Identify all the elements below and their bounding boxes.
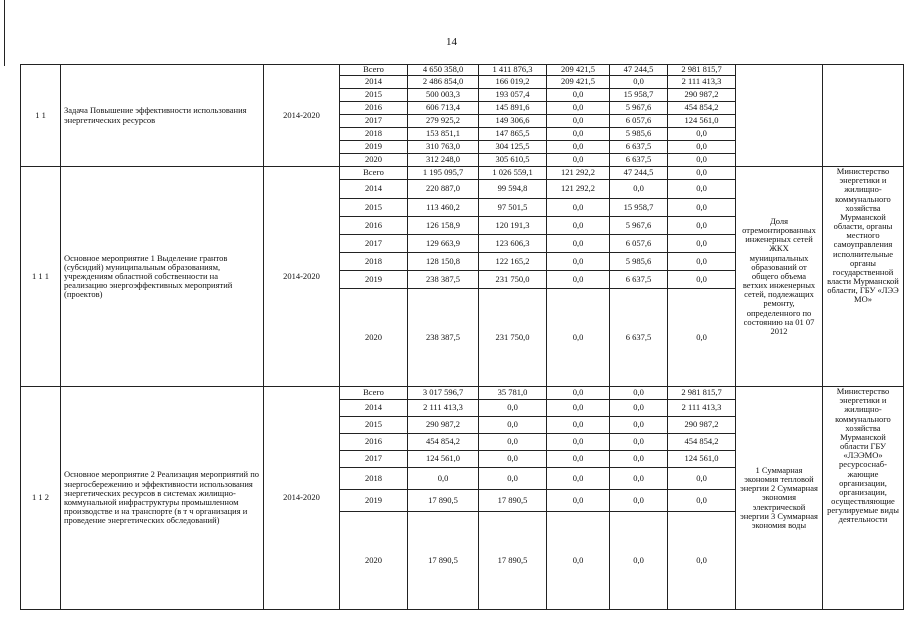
value-cell-c1: 2 111 413,3 [408,400,479,417]
value-cell-c5: 290 987,2 [668,89,736,102]
value-cell-c5: 0,0 [668,199,736,217]
year-cell: 2020 [340,289,408,387]
value-cell-c5: 0,0 [668,289,736,387]
year-cell: Всего [340,387,408,400]
year-cell: 2015 [340,89,408,102]
value-cell-c4: 0,0 [610,387,668,400]
value-cell-c3: 0,0 [547,253,610,271]
value-cell-c2: 193 057,4 [479,89,547,102]
value-cell-c5: 0,0 [668,490,736,512]
value-cell-c1: 454 854,2 [408,434,479,451]
section-period: 2014-2020 [264,65,340,167]
value-cell-c1: 0,0 [408,468,479,490]
value-cell-c4: 6 057,6 [610,115,668,128]
section-period: 2014-2020 [264,167,340,387]
year-cell: 2020 [340,154,408,167]
value-cell-c4: 0,0 [610,468,668,490]
page-number: 14 [446,36,457,48]
value-cell-c5: 0,0 [668,235,736,253]
value-cell-c1: 279 925,2 [408,115,479,128]
value-cell-c5: 0,0 [668,167,736,180]
section-indicator [736,65,823,167]
value-cell-c1: 3 017 596,7 [408,387,479,400]
value-cell-c4: 0,0 [610,417,668,434]
year-cell: 2018 [340,468,408,490]
value-cell-c3: 0,0 [547,451,610,468]
year-cell: 2020 [340,512,408,610]
value-cell-c2: 0,0 [479,400,547,417]
value-cell-c1: 126 158,9 [408,217,479,235]
value-cell-c2: 123 606,3 [479,235,547,253]
year-cell: 2016 [340,102,408,115]
year-cell: 2016 [340,217,408,235]
value-cell-c4: 6 637,5 [610,289,668,387]
value-cell-c1: 312 248,0 [408,154,479,167]
value-cell-c1: 17 890,5 [408,490,479,512]
value-cell-c5: 454 854,2 [668,102,736,115]
value-cell-c3: 121 292,2 [547,180,610,199]
section-indicator: Доля отремонтированных инженерных сетей ЖКХ муниципальных образований от общего объема ветхих инженерных сетей, подлежащих ремонту, определенного по состоянию на 01 07 2012 [736,167,823,387]
value-cell-c4: 5 967,6 [610,102,668,115]
value-cell-c4: 0,0 [610,490,668,512]
value-cell-c3: 0,0 [547,271,610,289]
value-cell-c3: 0,0 [547,141,610,154]
section-code: 1 1 2 [21,387,61,610]
value-cell-c5: 0,0 [668,141,736,154]
value-cell-c3: 0,0 [547,512,610,610]
value-cell-c4: 15 958,7 [610,89,668,102]
value-cell-c5: 124 561,0 [668,451,736,468]
value-cell-c3: 0,0 [547,387,610,400]
year-cell: 2019 [340,141,408,154]
value-cell-c5: 0,0 [668,128,736,141]
year-cell: 2019 [340,271,408,289]
year-cell: 2014 [340,76,408,89]
table-row [21,65,905,76]
value-cell-c2: 99 594,8 [479,180,547,199]
value-cell-c2: 145 891,6 [479,102,547,115]
value-cell-c4: 15 958,7 [610,199,668,217]
value-cell-c2: 1 026 559,1 [479,167,547,180]
value-cell-c1: 17 890,5 [408,512,479,610]
value-cell-c1: 2 486 854,0 [408,76,479,89]
value-cell-c1: 153 851,1 [408,128,479,141]
value-cell-c3: 0,0 [547,417,610,434]
value-cell-c1: 238 387,5 [408,271,479,289]
value-cell-c2: 305 610,5 [479,154,547,167]
value-cell-c5: 2 111 413,3 [668,400,736,417]
section-indicator: 1 Суммарная экономия тепловой энергии 2 Суммарная экономия электрической энергии 3 Суммарная экономия воды [736,387,823,610]
value-cell-c4: 0,0 [610,76,668,89]
value-cell-c2: 0,0 [479,468,547,490]
value-cell-c5: 124 561,0 [668,115,736,128]
year-cell: Всего [340,167,408,180]
table-row [21,167,905,180]
value-cell-c5: 454 854,2 [668,434,736,451]
value-cell-c2: 120 191,3 [479,217,547,235]
value-cell-c4: 0,0 [610,451,668,468]
section-executor: Министерство энергетики и жилищно-коммунального хозяйства Мурманской области ГБУ «ЛЭЭМО» ресурсоснаб-жающие организации, организации, осуществляющие регулируемые виды деятельности [823,387,904,610]
value-cell-c4: 5 985,6 [610,253,668,271]
value-cell-c2: 231 750,0 [479,271,547,289]
value-cell-c1: 290 987,2 [408,417,479,434]
value-cell-c3: 0,0 [547,154,610,167]
value-cell-c3: 0,0 [547,199,610,217]
value-cell-c1: 129 663,9 [408,235,479,253]
value-cell-c4: 6 057,6 [610,235,668,253]
value-cell-c4: 0,0 [610,512,668,610]
year-cell: 2017 [340,235,408,253]
value-cell-c3: 0,0 [547,235,610,253]
value-cell-c3: 0,0 [547,89,610,102]
value-cell-c2: 147 865,5 [479,128,547,141]
year-cell: 2014 [340,180,408,199]
value-cell-c3: 209 421,5 [547,76,610,89]
year-cell: Всего [340,65,408,76]
value-cell-c5: 0,0 [668,217,736,235]
value-cell-c5: 290 987,2 [668,417,736,434]
value-cell-c4: 5 967,6 [610,217,668,235]
value-cell-c3: 0,0 [547,289,610,387]
value-cell-c3: 209 421,5 [547,65,610,76]
value-cell-c2: 304 125,5 [479,141,547,154]
value-cell-c5: 0,0 [668,512,736,610]
year-cell: 2018 [340,128,408,141]
value-cell-c1: 238 387,5 [408,289,479,387]
year-cell: 2015 [340,417,408,434]
value-cell-c1: 113 460,2 [408,199,479,217]
value-cell-c1: 4 650 358,0 [408,65,479,76]
year-cell: 2017 [340,115,408,128]
value-cell-c5: 2 981 815,7 [668,387,736,400]
value-cell-c2: 0,0 [479,451,547,468]
value-cell-c2: 17 890,5 [479,512,547,610]
value-cell-c3: 0,0 [547,468,610,490]
value-cell-c1: 310 763,0 [408,141,479,154]
value-cell-c5: 2 111 413,3 [668,76,736,89]
value-cell-c3: 0,0 [547,128,610,141]
value-cell-c1: 1 195 095,7 [408,167,479,180]
table-row [21,387,905,400]
value-cell-c2: 17 890,5 [479,490,547,512]
value-cell-c1: 128 150,8 [408,253,479,271]
value-cell-c4: 5 985,6 [610,128,668,141]
value-cell-c5: 0,0 [668,271,736,289]
value-cell-c3: 0,0 [547,490,610,512]
value-cell-c2: 166 019,2 [479,76,547,89]
value-cell-c1: 606 713,4 [408,102,479,115]
value-cell-c2: 1 411 876,3 [479,65,547,76]
value-cell-c5: 0,0 [668,180,736,199]
section-code: 1 1 [21,65,61,167]
value-cell-c5: 2 981 815,7 [668,65,736,76]
year-cell: 2014 [340,400,408,417]
section-code: 1 1 1 [21,167,61,387]
value-cell-c3: 0,0 [547,434,610,451]
year-cell: 2016 [340,434,408,451]
year-cell: 2017 [340,451,408,468]
value-cell-c5: 0,0 [668,253,736,271]
section-task: Основное мероприятие 1 Выделение грантов (субсидий) муниципальным образованиям, учреждениям областной собственности на реализацию энергоэффективных мероприятий (проектов) [61,167,264,387]
value-cell-c2: 35 781,0 [479,387,547,400]
value-cell-c3: 0,0 [547,115,610,128]
value-cell-c4: 0,0 [610,400,668,417]
value-cell-c5: 0,0 [668,468,736,490]
value-cell-c1: 500 003,3 [408,89,479,102]
section-period: 2014-2020 [264,387,340,610]
value-cell-c3: 0,0 [547,400,610,417]
value-cell-c2: 122 165,2 [479,253,547,271]
value-cell-c2: 149 306,6 [479,115,547,128]
value-cell-c4: 0,0 [610,180,668,199]
value-cell-c2: 231 750,0 [479,289,547,387]
value-cell-c2: 97 501,5 [479,199,547,217]
value-cell-c3: 0,0 [547,102,610,115]
value-cell-c4: 47 244,5 [610,65,668,76]
value-cell-c2: 0,0 [479,434,547,451]
section-executor [823,65,904,167]
value-cell-c4: 6 637,5 [610,154,668,167]
value-cell-c2: 0,0 [479,417,547,434]
value-cell-c4: 47 244,5 [610,167,668,180]
left-margin-rule [4,0,5,66]
value-cell-c3: 121 292,2 [547,167,610,180]
year-cell: 2019 [340,490,408,512]
value-cell-c4: 6 637,5 [610,271,668,289]
section-task: Задача Повышение эффективности использования энергетических ресурсов [61,65,264,167]
program-table [20,64,905,610]
value-cell-c4: 6 637,5 [610,141,668,154]
value-cell-c1: 124 561,0 [408,451,479,468]
section-task: Основное мероприятие 2 Реализация мероприятий по энергосбережению и эффективности использования энергетических ресурсов в системах жилищно-коммунальной инфраструктуры промышленном производстве и на транспорте (в т ч организация и проведение энергетических обследований) [61,387,264,610]
year-cell: 2015 [340,199,408,217]
section-executor: Министерство энергетики и жилищно-коммунального хозяйства Мурманской области, органы местного самоуправления исполнительные органы государственной власти Мурманской области, ГБУ «ЛЭЭ МО» [823,167,904,387]
year-cell: 2018 [340,253,408,271]
value-cell-c4: 0,0 [610,434,668,451]
value-cell-c5: 0,0 [668,154,736,167]
value-cell-c3: 0,0 [547,217,610,235]
value-cell-c1: 220 887,0 [408,180,479,199]
